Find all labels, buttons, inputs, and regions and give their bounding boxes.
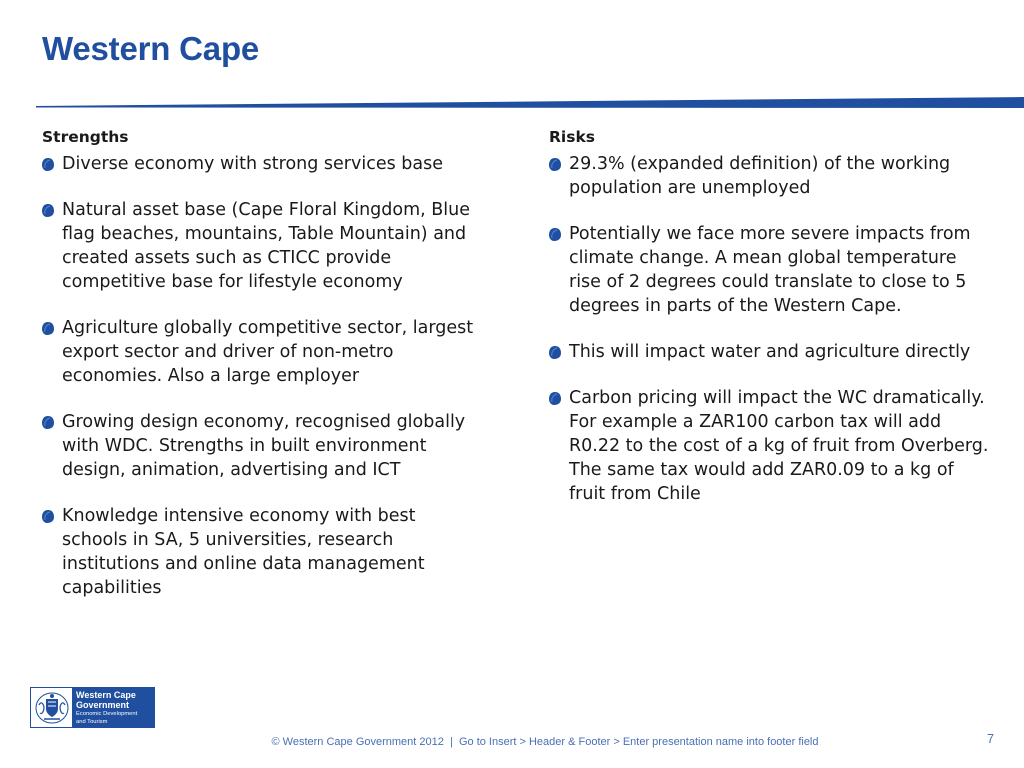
bullet-icon [549,228,561,241]
title-underline [36,97,1024,108]
risk-text: Carbon pricing will impact the WC dramatically. For example a ZAR100 carbon tax will add R0.22 to the cost of a kg of fruit from Overberg. The same tax would add ZAR0.09 to a kg of fruit from Chile [569,388,989,504]
strength-text: Agriculture globally competitive sector, largest export sector and driver of non-metro economies. Also a large employer [62,318,474,386]
strengths-column [42,128,482,622]
list-item [42,198,482,294]
risk-text: This will impact water and agriculture directly [569,342,971,362]
bullet-icon [42,204,54,217]
risk-text: 29.3% (expanded definition) of the working population are unemployed [569,154,951,198]
logo-dept-line2: and Tourism [76,718,108,725]
bullet-icon [549,158,561,171]
list-item [42,316,482,388]
logo-name-line2: Government [76,699,130,710]
list-item [42,504,482,600]
bullet-icon [549,392,561,405]
bullet-icon [42,510,54,523]
logo-dept-line1: Economic Development [76,711,138,717]
list-item [549,152,989,200]
logo-text [72,688,154,727]
risk-text: Potentially we face more severe impacts from climate change. A mean global temperature rise of 2 degrees could translate to close to 5 degrees in parts of the Western Cape. [569,224,971,316]
logo-name-line1: Western Cape [76,690,136,700]
list-item [549,386,989,506]
strengths-heading: Strengths [42,128,129,146]
list-item [549,340,989,364]
strength-text: Growing design economy, recognised globally with WDC. Strengths in built environment design, animation, advertising and ICT [62,412,466,480]
western-cape-government-logo [30,687,155,728]
list-item [42,410,482,482]
strength-text: Knowledge intensive economy with best schools in SA, 5 universities, research institutions and online data management capabilities [62,506,425,598]
bullet-icon [42,416,54,429]
footer-text: © Western Cape Government 2012 | Go to Insert > Header & Footer > Enter presentation name into footer field [271,736,819,748]
strengths-list [42,152,482,600]
risks-column [549,128,989,528]
bullet-icon [42,158,54,171]
list-item [549,222,989,318]
bullet-icon [549,346,561,359]
risks-list [549,152,989,506]
bullet-icon [42,322,54,335]
strength-text: Diverse economy with strong services base [62,154,443,174]
risks-heading: Risks [549,128,596,146]
coat-of-arms-icon [31,688,72,727]
list-item [42,152,482,176]
slide-title: Western Cape [42,30,260,67]
strength-text: Natural asset base (Cape Floral Kingdom, Blue flag beaches, mountains, Table Mountain) and created assets such as CTICC provide competitive base for lifestyle economy [62,200,470,292]
page-number: 7 [987,732,994,746]
